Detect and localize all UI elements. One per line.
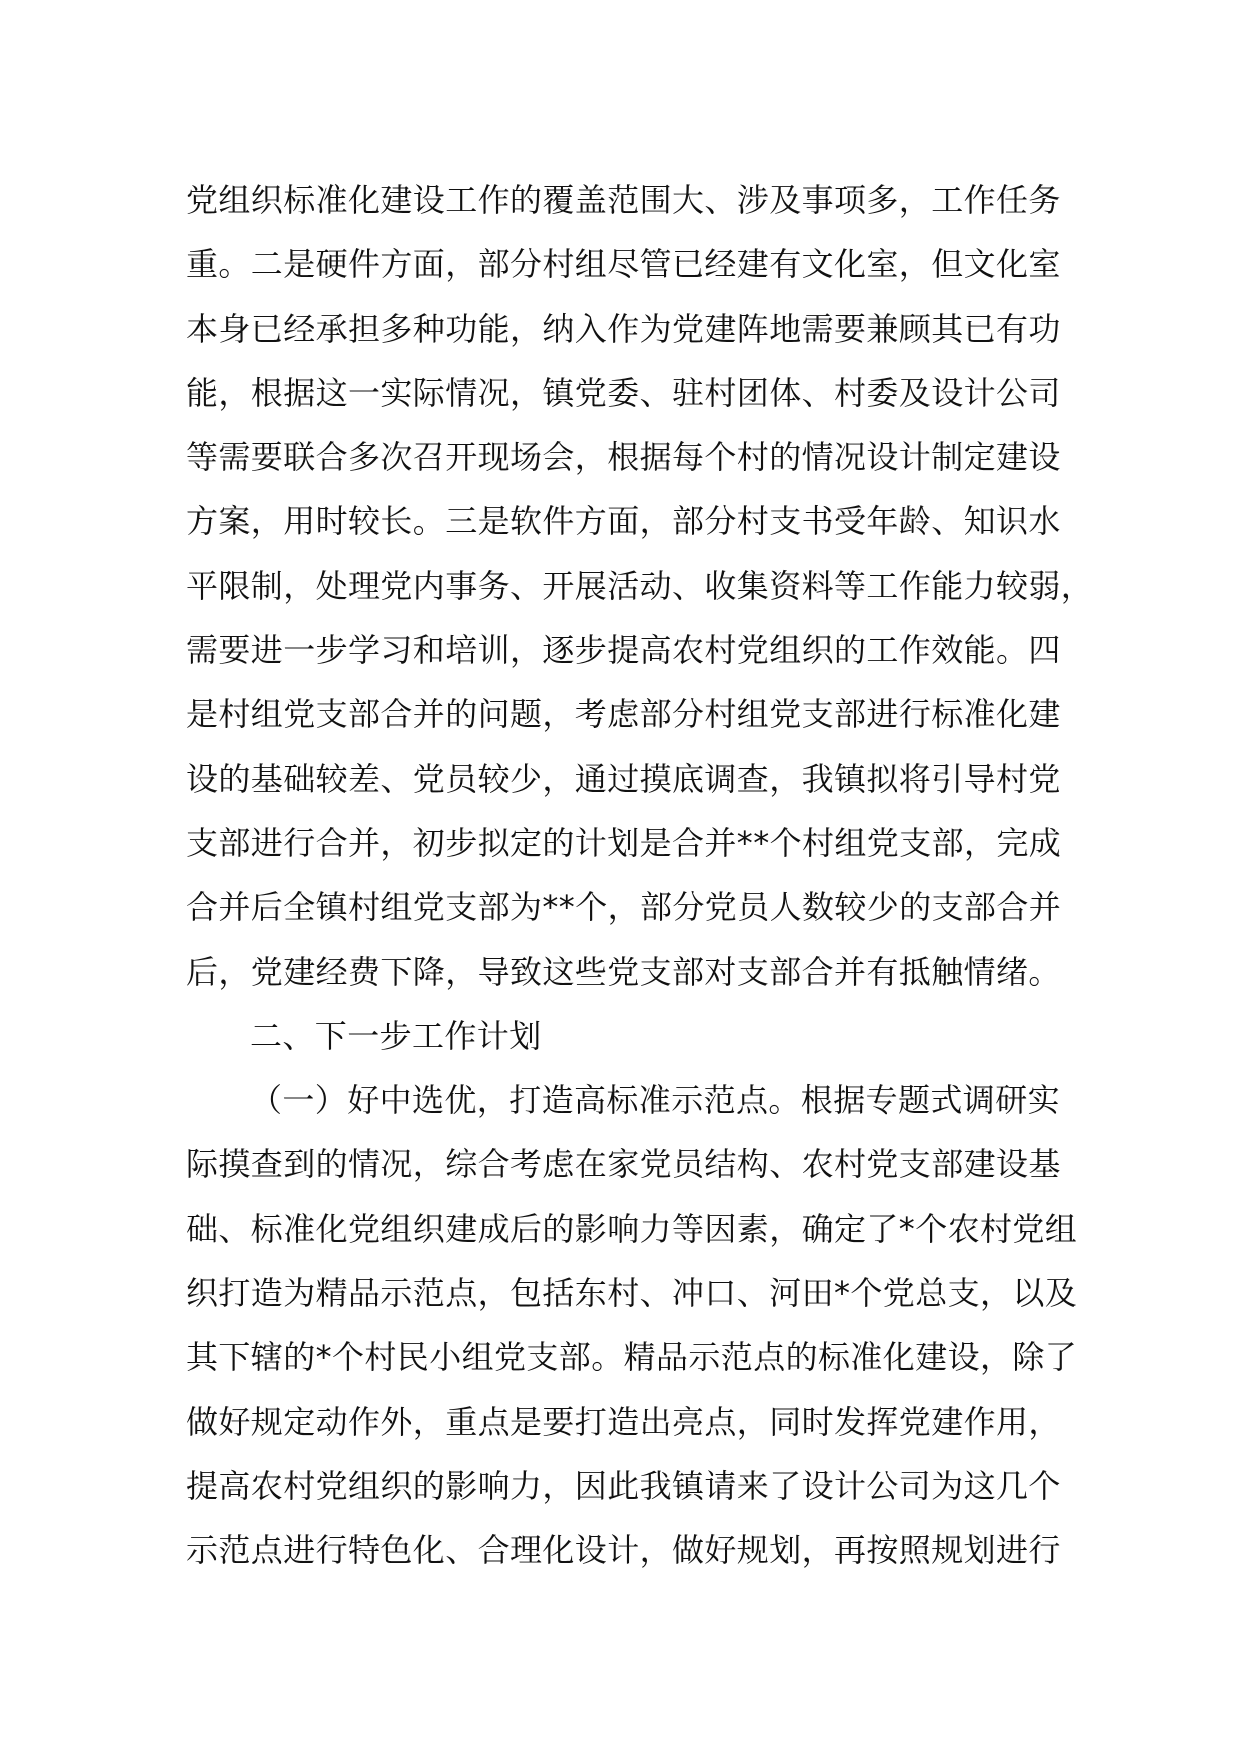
text-line: 础、标准化党组织建成后的影响力等因素，确定了*个农村党组 — [186, 1209, 1078, 1248]
text-line: 其下辖的*个村民小组党支部。精品示范点的标准化建设，除了 — [186, 1338, 1078, 1377]
text-line: 支部进行合并，初步拟定的计划是合并**个村组党支部，完成 — [186, 823, 1062, 862]
text-line: 后，党建经费下降，导致这些党支部对支部合并有抵触情绪。 — [186, 952, 1061, 991]
text-line: 是村组党支部合并的问题，考虑部分村组党支部进行标准化建 — [186, 695, 1061, 734]
text-line: 平限制，处理党内事务、开展活动、收集资料等工作能力较弱， — [186, 566, 1094, 605]
text-line: 等需要联合多次召开现场会，根据每个村的情况设计制定建设 — [186, 438, 1061, 477]
text-line: 提高农村党组织的影响力，因此我镇请来了设计公司为这几个 — [186, 1466, 1061, 1505]
text-line: 方案，用时较长。三是软件方面，部分村支书受年龄、知识水 — [186, 502, 1061, 541]
text-line: 合并后全镇村组党支部为**个，部分党员人数较少的支部合并 — [186, 888, 1062, 927]
text-line: 织打造为精品示范点，包括东村、冲口、河田*个党总支，以及 — [186, 1274, 1078, 1313]
section-heading: 二、下一步工作计划 — [250, 1016, 542, 1055]
text-line: 党组织标准化建设工作的覆盖范围大、涉及事项多，工作任务 — [186, 181, 1061, 219]
text-line: 示范点进行特色化、合理化设计，做好规划，再按照规划进行 — [186, 1531, 1061, 1570]
subsection-line: （一）好中选优，打造高标准示范点。根据专题式调研实 — [250, 1081, 1061, 1120]
text-line: 际摸查到的情况，综合考虑在家党员结构、农村党支部建设基 — [186, 1145, 1061, 1184]
text-line: 本身已经承担多种功能，纳入作为党建阵地需要兼顾其已有功 — [186, 309, 1061, 348]
text-line: 设的基础较差、党员较少，通过摸底调查，我镇拟将引导村党 — [186, 759, 1061, 798]
document-body — [186, 168, 1094, 1583]
text-line: 能，根据这一实际情况，镇党委、驻村团体、村委及设计公司 — [186, 373, 1061, 412]
text-line: 需要进一步学习和培训，逐步提高农村党组织的工作效能。四 — [186, 631, 1061, 670]
text-line: 做好规定动作外，重点是要打造出亮点，同时发挥党建作用， — [186, 1402, 1061, 1441]
text-line: 重。二是硬件方面，部分村组尽管已经建有文化室，但文化室 — [186, 245, 1061, 284]
